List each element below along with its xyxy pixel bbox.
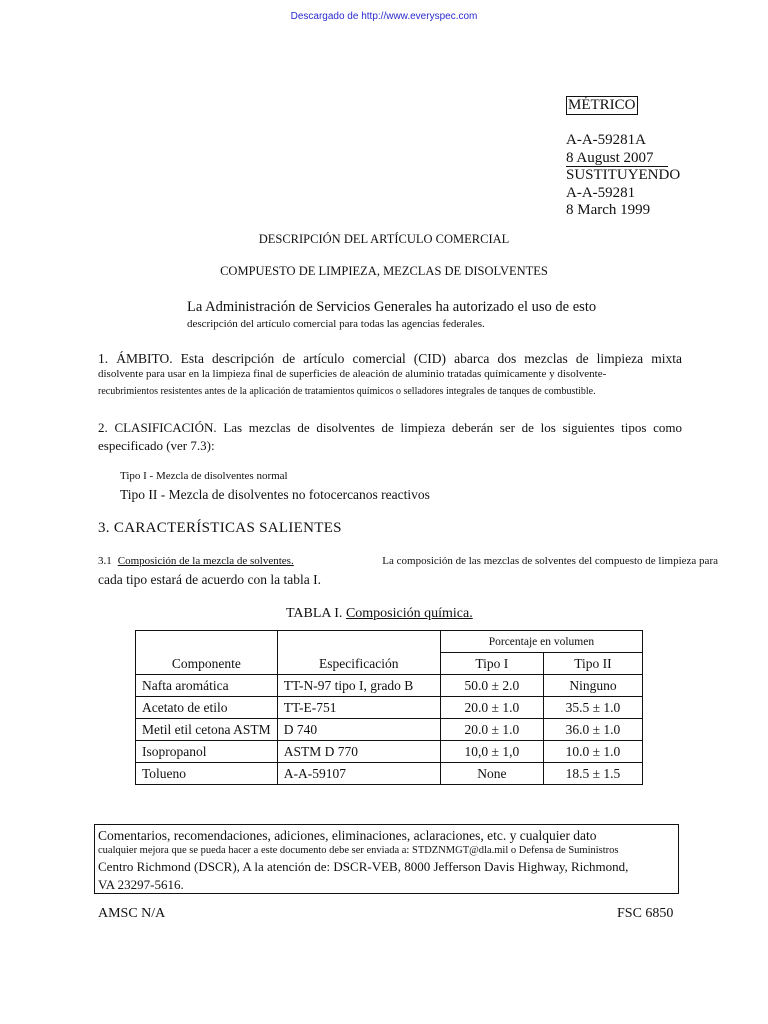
- composition-paragraph-line-1: [98, 555, 718, 567]
- table-cell: ASTM D 770: [277, 741, 440, 763]
- document-title: DESCRIPCIÓN DEL ARTÍCULO COMERCIAL: [258, 232, 510, 246]
- table-cell: Acetato de etilo: [136, 697, 278, 719]
- type-1-item: Tipo I - Mezcla de disolventes normal: [120, 470, 288, 482]
- scope-line-2: disolvente para usar en la limpieza final de superficies de aleación de aluminio tratadas químicamente y disolvente-: [98, 368, 607, 380]
- table-row: [136, 675, 643, 697]
- table-cell: 20.0 ± 1.0: [440, 719, 543, 741]
- composition-table: [135, 630, 643, 785]
- table-cell: Tolueno: [136, 763, 278, 785]
- comments-line-3: Centro Richmond (DSCR), A la atención de: DSCR-VEB, 8000 Jefferson Davis Highway, Richmond,: [98, 859, 629, 874]
- scope-line-3: recubrimientos resistentes antes de la aplicación de tratamientos químicos o selladores integrales de tanques de combustible.: [98, 386, 596, 397]
- scope-line-1: 1. ÁMBITO. Esta descripción de artículo comercial (CID) abarca dos mezclas de limpieza mixta: [98, 351, 682, 366]
- header-volume-percent: Porcentaje en volumen: [440, 631, 642, 653]
- table-cell: Metil etil cetona ASTM: [136, 719, 278, 741]
- table-cell: 20.0 ± 1.0: [440, 697, 543, 719]
- table-row: [136, 741, 643, 763]
- metric-label: MÉTRICO: [568, 97, 636, 113]
- classification-line-1: 2. CLASIFICACIÓN. Las mezclas de disolventes de limpieza deberán ser de los siguientes tipos como: [98, 420, 682, 435]
- document-subject: COMPUESTO DE LIMPIEZA, MEZCLAS DE DISOLVENTES: [220, 264, 548, 278]
- table-row: [136, 719, 643, 741]
- composition-heading: Composición de la mezcla de solventes.: [117, 555, 294, 567]
- comments-line-2: cualquier mejora que se pueda hacer a este documento debe ser enviada a: STDZNMGT@dla.mil o Defensa de Suministros: [98, 845, 619, 856]
- paragraph-number: 3.1: [98, 555, 112, 567]
- table-cell: 36.0 ± 1.0: [543, 719, 642, 741]
- document-date: 8 August 2007: [566, 151, 668, 167]
- table-cell: 18.5 ± 1.5: [543, 763, 642, 785]
- table-cell: TT-E-751: [277, 697, 440, 719]
- table-cell: None: [440, 763, 543, 785]
- table-cell: Nafta aromática: [136, 675, 278, 697]
- superseded-date: 8 March 1999: [566, 202, 651, 218]
- amsc-label: AMSC N/A: [98, 906, 166, 921]
- composition-text: La composición de las mezclas de solventes del compuesto de limpieza para: [382, 555, 718, 567]
- table-cell: 50.0 ± 2.0: [440, 675, 543, 697]
- table-cell: 10,0 ± 1,0: [440, 741, 543, 763]
- table-row: [136, 697, 643, 719]
- characteristics-title: 3. CARACTERÍSTICAS SALIENTES: [98, 520, 342, 536]
- superseded-number: A-A-59281: [566, 184, 636, 201]
- table-cell: Ninguno: [543, 675, 642, 697]
- type-2-item: Tipo II - Mezcla de disolventes no fotocercanos reactivos: [120, 487, 430, 502]
- table-caption: [286, 606, 473, 622]
- document-number: A-A-59281A: [566, 132, 646, 148]
- authorization-line-2: descripción del artículo comercial para todas las agencias federales.: [187, 318, 485, 330]
- authorization-line-1: La Administración de Servicios Generales ha autorizado el uso de esto: [187, 299, 597, 315]
- table-cell: 35.5 ± 1.0: [543, 697, 642, 719]
- table-caption-prefix: TABLA I.: [286, 606, 343, 621]
- comments-line-1: Comentarios, recomendaciones, adiciones, eliminaciones, aclaraciones, etc. y cualquier dato: [98, 828, 597, 843]
- table-cell: D 740: [277, 719, 440, 741]
- table-cell: 10.0 ± 1.0: [543, 741, 642, 763]
- fsc-label: FSC 6850: [617, 906, 674, 921]
- header-component: Componente: [136, 631, 278, 675]
- table-cell: A-A-59107: [277, 763, 440, 785]
- table-header-row-1: [136, 631, 643, 653]
- table-cell: TT-N-97 tipo I, grado B: [277, 675, 440, 697]
- table-caption-title: Composición química.: [345, 606, 473, 621]
- download-source-link[interactable]: Descargado de http://www.everyspec.com: [290, 11, 478, 22]
- header-specification: Especificación: [277, 631, 440, 675]
- table-row: [136, 763, 643, 785]
- comments-line-4: VA 23297-5616.: [98, 877, 184, 892]
- header-type-1: Tipo I: [440, 653, 543, 675]
- comments-box: [94, 824, 679, 894]
- table-cell: Isopropanol: [136, 741, 278, 763]
- header-type-2: Tipo II: [543, 653, 642, 675]
- classification-line-2: especificado (ver 7.3):: [98, 438, 215, 453]
- composition-paragraph-line-2: cada tipo estará de acuerdo con la tabla I.: [98, 572, 322, 587]
- document-id-block: [566, 96, 680, 220]
- superseding-label: SUSTITUYENDO: [566, 167, 681, 183]
